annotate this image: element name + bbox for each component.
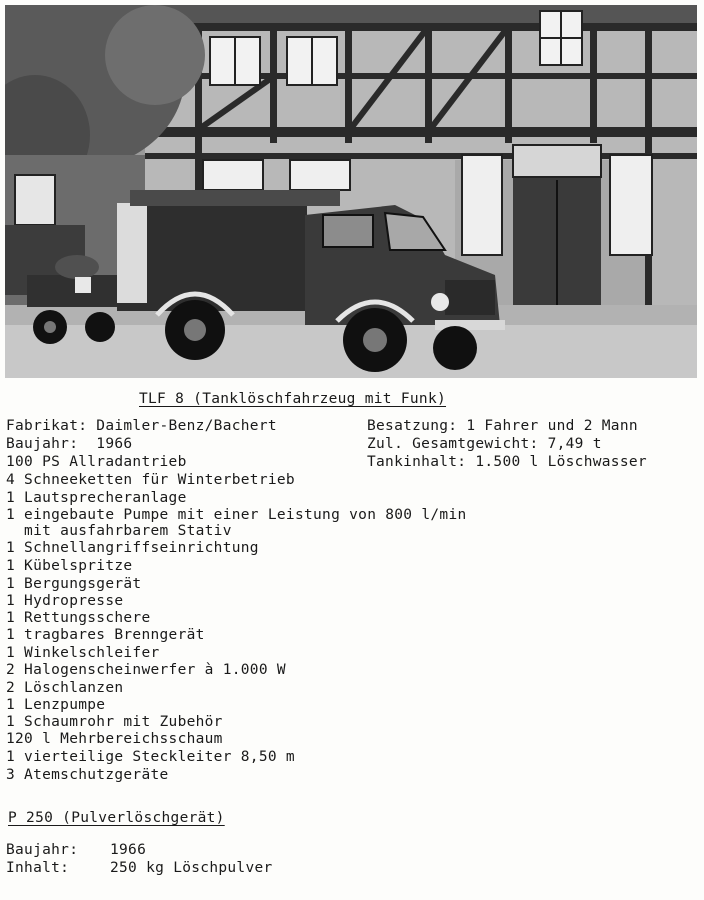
equipment-item: 1 Hydropresse bbox=[6, 593, 124, 609]
tlf-title: TLF 8 (Tanklöschfahrzeug mit Funk) bbox=[139, 391, 447, 407]
equipment-item: mit ausfahrbarem Stativ bbox=[6, 523, 232, 539]
equipment-item: 4 Schneeketten für Winterbetrieb bbox=[6, 472, 295, 488]
equipment-item: 1 Schaumrohr mit Zubehör bbox=[6, 714, 223, 730]
tlf-spec-left-3: 100 PS Allradantrieb bbox=[6, 454, 187, 470]
p250-baujahr-label: Baujahr: bbox=[6, 842, 79, 858]
p250-baujahr-value: 1966 bbox=[110, 842, 147, 858]
tlf-spec-right-2: Zul. Gesamtgewicht: 7,49 t bbox=[367, 436, 602, 452]
tlf-spec-left-2: Baujahr: 1966 bbox=[6, 436, 133, 452]
p250-title: P 250 (Pulverlöschgerät) bbox=[8, 810, 225, 826]
tlf-spec-right-1: Besatzung: 1 Fahrer und 2 Mann bbox=[367, 418, 638, 434]
equipment-item: 1 tragbares Brenngerät bbox=[6, 627, 205, 643]
equipment-item: 1 Kübelspritze bbox=[6, 558, 133, 574]
tlf-spec-left-1: Fabrikat: Daimler-Benz/Bachert bbox=[6, 418, 277, 434]
equipment-item: 1 Lautsprecheranlage bbox=[6, 490, 187, 506]
equipment-item: 1 Winkelschleifer bbox=[6, 645, 160, 661]
equipment-item: 1 eingebaute Pumpe mit einer Leistung von 800 l/min bbox=[6, 507, 467, 523]
equipment-item: 3 Atemschutzgeräte bbox=[6, 767, 169, 783]
tlf-spec-right-3: Tankinhalt: 1.500 l Löschwasser bbox=[367, 454, 647, 470]
equipment-item: 1 Schnellangriffseinrichtung bbox=[6, 540, 259, 556]
equipment-item: 2 Halogenscheinwerfer à 1.000 W bbox=[6, 662, 286, 678]
equipment-item: 1 Bergungsgerät bbox=[6, 576, 142, 592]
equipment-item: 1 Rettungsschere bbox=[6, 610, 151, 626]
p250-inhalt-value: 250 kg Löschpulver bbox=[110, 860, 273, 876]
equipment-item: 120 l Mehrbereichsschaum bbox=[6, 731, 223, 747]
equipment-item: 2 Löschlanzen bbox=[6, 680, 124, 696]
p250-inhalt-label: Inhalt: bbox=[6, 860, 70, 876]
fire-truck-photo bbox=[5, 5, 697, 378]
equipment-item: 1 vierteilige Steckleiter 8,50 m bbox=[6, 749, 295, 765]
equipment-item: 1 Lenzpumpe bbox=[6, 697, 106, 713]
